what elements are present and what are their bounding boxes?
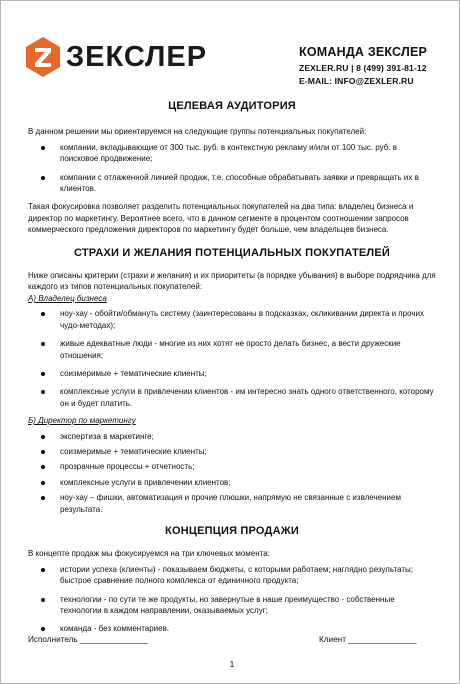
list-item: прозрачные процессы + отчетность; [28, 461, 436, 472]
section-title-sales-concept: КОНЦЕПЦИЯ ПРОДАЖИ [165, 524, 299, 537]
list-item: экспертиза в маркетинге; [28, 431, 436, 442]
list-item: компании с отлаженной линией продаж, т.е. способные обрабатывать заявки и превращать их в клиентов. [28, 172, 436, 195]
list-item: комплексные услуги в привлечении клиентов; [28, 477, 436, 488]
paragraph: В концепте продаж мы фокусируемся на три ключевых момента: [28, 549, 270, 559]
section-title-target-audience: ЦЕЛЕВАЯ АУДИТОРИЯ [168, 100, 296, 112]
list-item: истории успеха (клиенты) - показываем бюджеты, с которыми работаем; наглядно результаты; быстрое сравнение полного комплекса от единичного продукта; [28, 564, 436, 587]
logo-text: ЗЕКСЛЕР [66, 41, 208, 73]
section-title-fears-desires: СТРАХИ И ЖЕЛАНИЯ ПОТЕНЦИАЛЬНЫХ ПОКУПАТЕЛЕЙ [74, 246, 390, 259]
list-item: соизмеримые + тематические клиенты; [28, 446, 436, 457]
list-item: компании, вкладывающие от 300 тыс. руб. в контекстную рекламу и/или от 100 тыс. руб. в поисковое продвижение; [28, 142, 436, 165]
paragraph: Такая фокусировка позволяет разделить потенциальных покупателей на два типа: владелец бизнеса и директор по маркетингу. Вероятнее всего, что в данном сегменте в процентом соотношении запросов коммерческого предложения директоров по маркетингу будет больше, чем владельцев бизнеса. [28, 202, 414, 235]
subheading-marketing-director: Б) Директор по маркетингу [28, 416, 136, 426]
client-signature: Клиент _______________ [319, 635, 417, 644]
paragraph: В данном решении мы ориентируемся на следующие группы потенциальных покупателей: [28, 127, 367, 137]
page-header [1, 1, 460, 93]
list-item: ноу-хау - обойти/обмануть систему (заинтересованы в подсказках, скликивании директа и прочих чудо-методах); [28, 308, 436, 331]
list-item: соизмеримые + тематические клиенты; [28, 368, 436, 379]
bullet-list [28, 564, 436, 635]
contact-line: ZEXLER.RU | 8 (499) 391-81-12 [299, 63, 427, 73]
company-info [299, 45, 449, 86]
logo-icon [26, 37, 60, 77]
email-line: E-MAIL: INFO@ZEXLER.RU [299, 76, 414, 86]
subheading-owner: А) Владелец бизнеса [28, 293, 107, 303]
company-name: КОМАНДА ЗЕКСЛЕР [299, 45, 428, 59]
company-logo [26, 37, 208, 85]
bullet-list [28, 431, 436, 515]
list-item: ноу-хау – фишки, автоматизация и прочие плюшки, напрямую не связанные с извлечением результата. [28, 492, 436, 515]
bullet-list [28, 308, 436, 409]
bullet-list [28, 142, 436, 195]
paragraph: Ниже описаны критерии (страхи и желания) и их приоритеты (в порядке убывания) в выборе подрядчика для каждого из типов потенциальных покупателей: [28, 271, 436, 292]
list-item: команда - без комментариев. [28, 623, 436, 634]
page-number: 1 [229, 659, 235, 669]
list-item: технологии - по сути те же продукты, но завернутые в наше преимущество - собственные технологии в каждом направлении, оказываемых услуг; [28, 594, 436, 617]
document-body [28, 101, 436, 635]
list-item: живые адекватные люди - многие из них хотят не просто делать бизнес, а вести дружеские отношения; [28, 338, 436, 361]
list-item: комплексные услуги в привлечении клиентов - им интересно знать одного ответственного, которому он и будет платить. [28, 386, 436, 409]
executor-signature: Исполнитель _______________ [28, 635, 149, 644]
